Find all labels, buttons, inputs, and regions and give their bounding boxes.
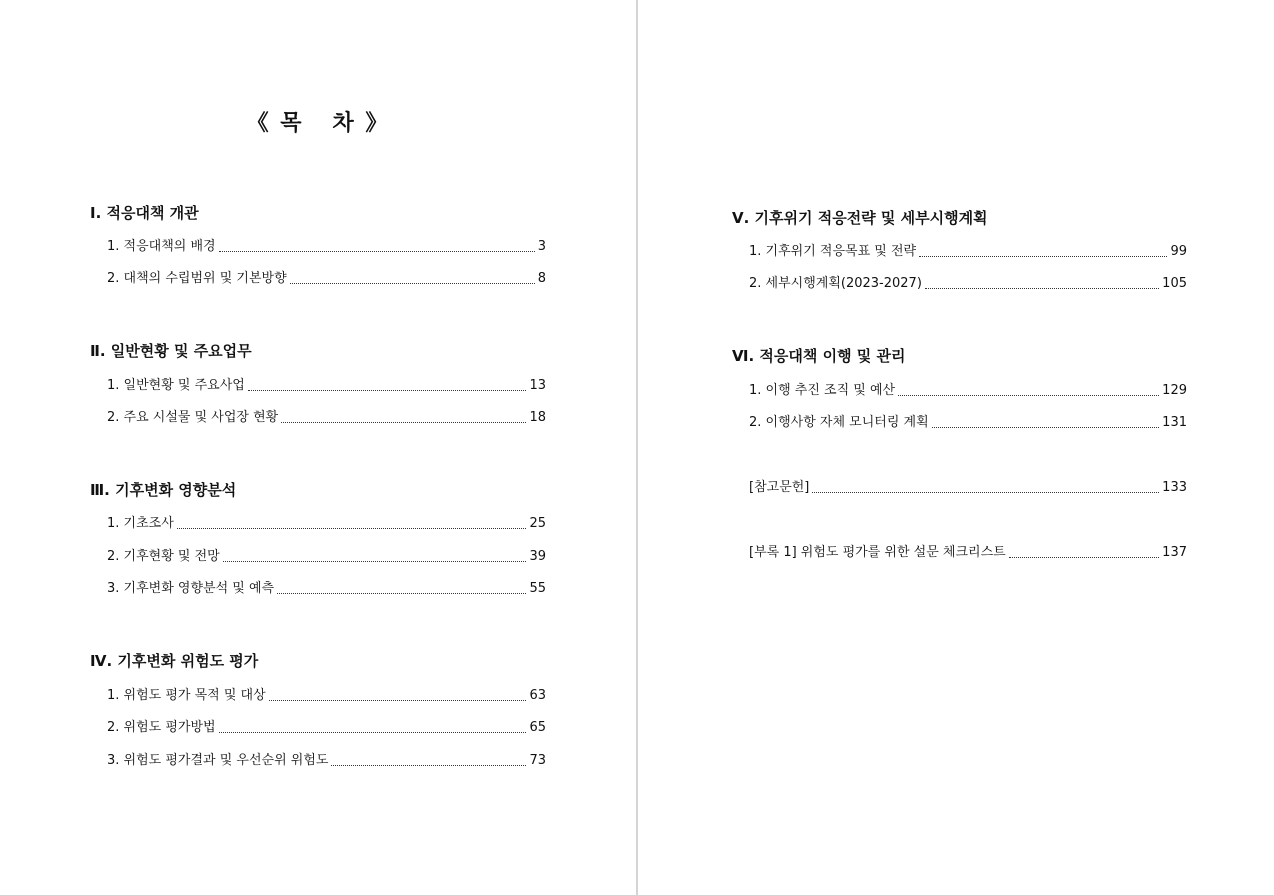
dot-leader (269, 699, 527, 701)
entry-page-number: 25 (529, 516, 546, 531)
toc-entry[interactable] (749, 275, 1187, 293)
toc-entry[interactable] (749, 243, 1187, 261)
toc-entry[interactable] (749, 479, 1187, 497)
toc-entry[interactable] (107, 377, 546, 395)
toc-section-1 (90, 202, 546, 288)
entry-label: 1. 기후위기 적응목표 및 전략 (749, 244, 917, 259)
toc-section-6 (732, 345, 1187, 432)
entry-page-number: 129 (1162, 383, 1187, 398)
entry-page-number: 18 (529, 410, 546, 425)
dot-leader (219, 731, 527, 733)
dot-leader (1009, 556, 1159, 558)
toc-entry[interactable] (107, 719, 546, 737)
section-heading: Ⅳ. 기후변화 위험도 평가 (90, 652, 259, 670)
entry-label: 3. 기후변화 영향분석 및 예측 (107, 581, 275, 596)
entry-label: 2. 주요 시설물 및 사업장 현황 (107, 410, 279, 425)
entry-label: 1. 이행 추진 조직 및 예산 (749, 383, 896, 398)
entry-label: [참고문헌] (749, 480, 810, 495)
entry-page-number: 133 (1162, 480, 1187, 495)
toc-entry[interactable] (107, 580, 546, 598)
entry-page-number: 73 (529, 753, 546, 768)
entry-page-number: 3 (537, 239, 546, 254)
entry-label: 1. 적응대책의 배경 (107, 239, 216, 254)
entry-page-number: 105 (1162, 276, 1187, 291)
left-page (0, 0, 636, 895)
toc-section-4 (90, 650, 546, 770)
right-page (638, 0, 1274, 895)
entry-label: 2. 세부시행계획(2023-2027) (749, 276, 922, 291)
dot-leader (932, 426, 1160, 428)
toc-entry[interactable] (107, 687, 546, 705)
entry-label: 2. 이행사항 자체 모니터링 계획 (749, 415, 929, 430)
toc-entry[interactable] (107, 409, 546, 427)
dot-leader (925, 287, 1159, 289)
toc-entry[interactable] (107, 752, 546, 770)
entry-label: 1. 일반현황 및 주요사업 (107, 378, 245, 393)
entry-page-number: 39 (529, 549, 546, 564)
section-heading: Ⅱ. 일반현황 및 주요업무 (90, 342, 252, 360)
entry-page-number: 55 (529, 581, 546, 596)
toc-entry[interactable] (749, 382, 1187, 400)
section-heading: Ⅴ. 기후위기 적응전략 및 세부시행계획 (732, 209, 988, 227)
entry-page-number: 13 (529, 378, 546, 393)
dot-leader (177, 527, 527, 529)
toc-entry[interactable] (107, 238, 546, 256)
toc-section-3 (90, 479, 546, 598)
toc-section-2 (90, 340, 546, 427)
toc-references (749, 479, 1187, 497)
dot-leader (331, 764, 526, 766)
dot-leader (919, 255, 1167, 257)
entry-page-number: 137 (1162, 545, 1187, 560)
dot-leader (223, 560, 527, 562)
dot-leader (898, 394, 1159, 396)
dot-leader (290, 282, 535, 284)
entry-label: 1. 기초조사 (107, 516, 174, 531)
toc-section-5 (732, 207, 1187, 293)
entry-label: [부록 1] 위험도 평가를 위한 설문 체크리스트 (749, 545, 1006, 560)
toc-appendix (749, 544, 1187, 562)
dot-leader (281, 421, 526, 423)
toc-entry[interactable] (749, 544, 1187, 562)
entry-page-number: 99 (1170, 244, 1187, 259)
entry-page-number: 65 (529, 720, 546, 735)
entry-label: 3. 위험도 평가결과 및 우선순위 위험도 (107, 753, 329, 768)
section-heading: Ⅰ. 적응대책 개관 (90, 204, 199, 222)
section-heading: Ⅵ. 적응대책 이행 및 관리 (732, 347, 906, 365)
toc-entry[interactable] (749, 414, 1187, 432)
section-heading: Ⅲ. 기후변화 영향분석 (90, 481, 237, 499)
entry-page-number: 131 (1162, 415, 1187, 430)
entry-page-number: 8 (537, 271, 546, 286)
toc-entry[interactable] (107, 270, 546, 288)
entry-label: 2. 대책의 수립범위 및 기본방향 (107, 271, 287, 286)
entry-label: 2. 위험도 평가방법 (107, 720, 216, 735)
toc-title: 《 목 차 》 (246, 111, 390, 136)
entry-label: 2. 기후현황 및 전망 (107, 549, 220, 564)
dot-leader (812, 491, 1159, 493)
dot-leader (219, 250, 535, 252)
dot-leader (248, 389, 527, 391)
dot-leader (277, 592, 526, 594)
entry-label: 1. 위험도 평가 목적 및 대상 (107, 688, 266, 703)
toc-entry[interactable] (107, 548, 546, 566)
entry-page-number: 63 (529, 688, 546, 703)
toc-entry[interactable] (107, 515, 546, 533)
